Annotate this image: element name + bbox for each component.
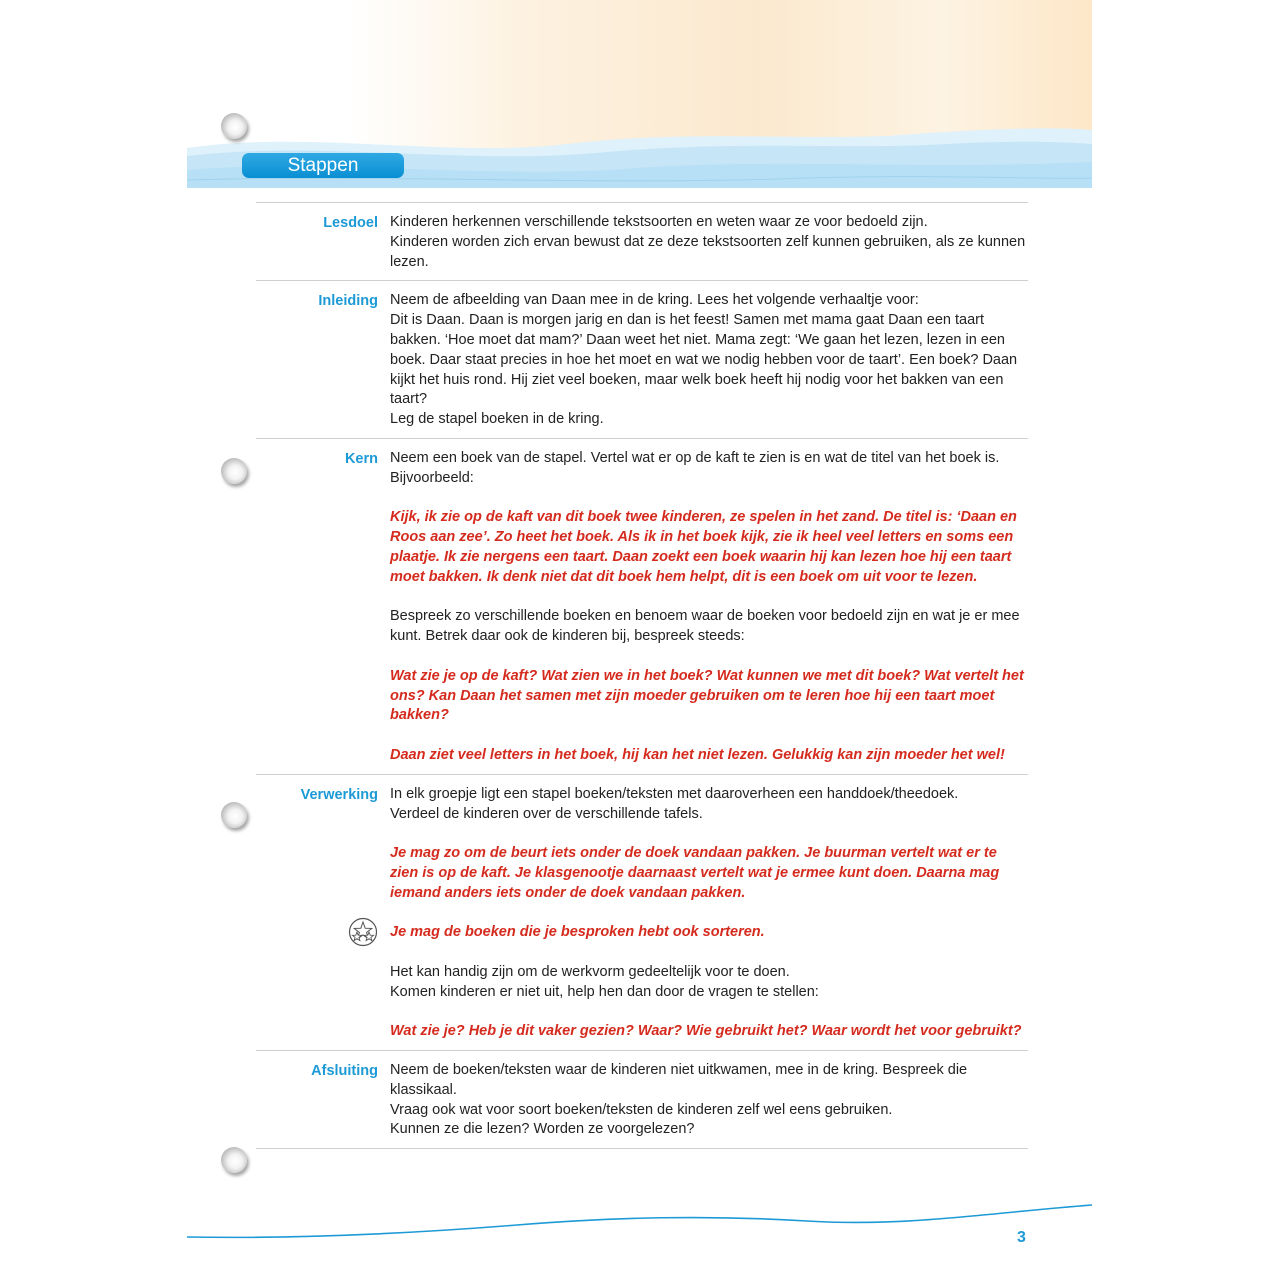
row-afsluiting [256,1051,1028,1149]
footer-wave [187,1195,1092,1245]
paragraph: Verdeel de kinderen over de verschillende tafels. [390,805,703,822]
binder-hole [221,1147,247,1173]
paragraph: Neem de afbeelding van Daan mee in de kring. Lees het volgende verhaaltje voor: [390,292,919,309]
example-quote: Wat zie je op de kaft? Wat zien we in het boek? Wat kunnen we met dit boek? Wat vertelt het ons? Kan Daan het samen met zijn moeder gebruiken om te leren hoe hij een taart moet bakken? [390,667,1024,724]
paragraph: Komen kinderen er niet uit, help hen dan door de vragen te stellen: [390,983,819,1000]
paragraph: Kinderen herkennen verschillende tekstsoorten en weten waar ze voor bedoeld zijn. [390,214,928,230]
row-label-lesdoel: Lesdoel [323,215,378,231]
paragraph: Neem een boek van de stapel. Vertel wat er op de kaft te zien is en wat de titel van het boek is. Bijvoorbeeld: [390,449,1000,486]
paragraph: Vraag ook wat voor soort boeken/teksten de kinderen zelf wel eens gebruiken. [390,1101,893,1118]
binder-hole [221,802,247,828]
paragraph: Bespreek zo verschillende boeken en benoem waar de boeken voor bedoeld zijn en wat je er mee kunt. Betrek daar ook de kinderen bij, bespreek steeds: [390,608,1020,645]
row-label-afsluiting: Afsluiting [311,1063,378,1080]
paragraph: Neem de boeken/teksten waar de kinderen niet uitkwamen, mee in de kring. Bespreek die klassikaal. [390,1062,968,1098]
binder-hole [221,113,247,139]
section-title-tab: Stappen [242,153,404,178]
paragraph: Het kan handig zijn om de werkvorm gedeeltelijk voor te doen. [390,963,790,980]
binder-hole [221,458,247,484]
paragraph: In elk groepje ligt een stapel boeken/teksten met daaroverheen een handdoek/theedoek. [390,785,959,802]
row-body-inleiding [390,291,1028,430]
stars-icon [348,917,378,947]
example-quote: Je mag zo om de beurt iets onder de doek vandaan pakken. Je buurman vertelt wat er te zien is op de kaft. Je klasgenootje daarnaast vertelt wat je ermee kunt doen. Daarna mag iemand anders iets onder de doek vandaan pakken. [390,845,1000,901]
row-kern [256,439,1028,775]
row-verwerking [256,775,1028,1051]
example-quote: Wat zie je? Heb je dit vaker gezien? Waar? Wie gebruikt het? Waar wordt het voor gebruikt? [390,1023,1022,1040]
row-label-kern: Kern [344,450,378,467]
extension-tip [390,923,1028,943]
row-label-verwerking: Verwerking [300,786,378,803]
row-label-inleiding: Inleiding [318,293,378,310]
row-body-afsluiting [390,1061,1028,1140]
steps-table [256,202,1028,1149]
paragraph: Dit is Daan. Daan is morgen jarig en dan is het feest! Samen met mama gaat Daan een taart bakken. ‘Hoe moet dat mam?’ Daan weet het niet. Mama zegt: ‘We gaan het lezen, lezen in een boek. Daar staat precies in hoe het moet en wat we nodig hebben voor de taart’. Een boek? Daan kijkt het huis rond. Hij ziet veel boeken, maar welk boek heeft hij nodig voor het bakken van een taart? [390,312,1018,408]
example-quote: Kijk, ik zie op de kaft van dit boek twee kinderen, ze spelen in het zand. De titel is: ‘Daan en Roos aan zee’. Zo heet het boek. Als ik in het boek kijk, zie ik heel veel letters en soms een plaatje. Ik zie nergens een taart. Daan zoekt een boek waarin hij kan lezen hoe hij een taart moet bakken. Ik denk niet dat dit boek hem helpt, dit is een boek om uit voor te lezen. [390,509,1017,585]
row-body-verwerking [390,785,1028,1042]
page [187,0,1092,1280]
example-quote: Daan ziet veel letters in het boek, hij kan het niet lezen. Gelukkig kan zijn moeder het wel! [390,746,1005,763]
header-wave [187,100,1092,195]
row-inleiding [256,281,1028,439]
row-body-kern [390,449,1028,766]
extension-tip-text: Je mag de boeken die je besproken hebt ook sorteren. [390,924,765,941]
row-lesdoel [256,203,1028,281]
paragraph: Leg de stapel boeken in de kring. [390,411,604,428]
paragraph: Kinderen worden zich ervan bewust dat ze deze tekstsoorten zelf kunnen gebruiken, als ze kunnen lezen. [390,233,1026,270]
row-body-lesdoel [390,213,1028,272]
paragraph: Kunnen ze die lezen? Worden ze voorgelezen? [390,1121,695,1138]
page-number: 3 [1017,1229,1026,1246]
